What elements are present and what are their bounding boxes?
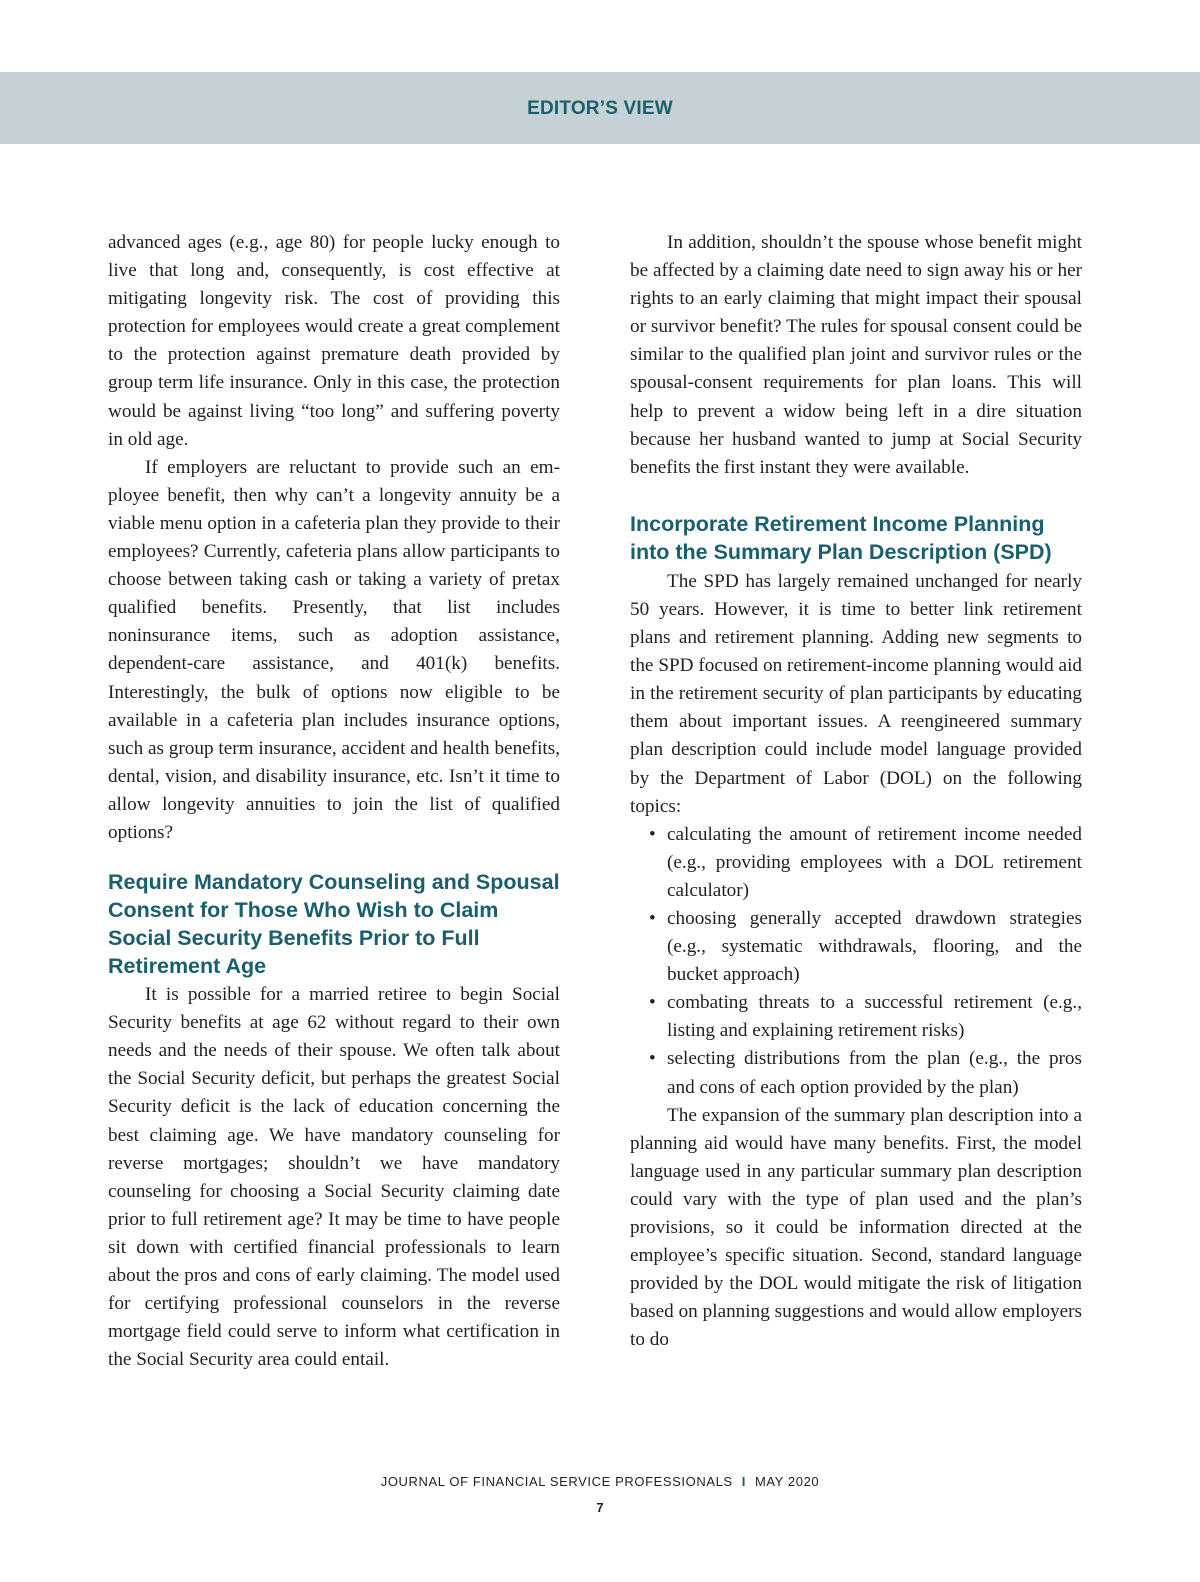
journal-title: JOURNAL OF FINANCIAL SERVICE PROFESSIONALS [380, 1474, 733, 1489]
body-paragraph: It is possible for a married retiree to begin Social Security benefits at age 62 without regard to their own needs and the needs of their spouse. We often talk about the Social Security deficit, but perhaps the greatest Social Security deficit is the lack of education concerning the best claiming age. We have mandatory counseling for reverse mortgages; shouldn’t we have mandatory counseling for choosing a Social Security claiming date prior to full retirement age? It may be time to have people sit down with certified financial professionals to learn about the pros and cons of early claiming. The model used for certifying professional counselors in the reverse mortgage field could serve to inform what certification in the Social Security area could entail. [108, 984, 560, 1371]
body-paragraph: advanced ages (e.g., age 80) for people lucky enough to live that long and, consequently, is cost effective at mitigating longevity risk. The cost of providing this protection for employees would create a great complement to the protection against premature death provided by group term life insurance. Only in this case, the protection would be against living “too long” and suffering poverty in old age. [108, 232, 560, 450]
right-column [630, 229, 1082, 1354]
list-item [630, 989, 1082, 1045]
body-paragraph: The SPD has largely remained unchanged for nearly 50 years. However, it is time to better link retirement plans and retirement planning. Adding new segments to the SPD focused on retirement-income planning would aid in the retirement security of plan participants by educating them about important issues. A reengineered summary plan description could include model language provided by the Department of Labor (DOL) on the following topics: [630, 570, 1082, 817]
list-item-text: choosing generally accepted drawdown strategies (e.g., systematic withdrawals, flooring, and the bucket approach) [667, 907, 1082, 986]
issue-date: MAY 2020 [754, 1474, 820, 1489]
list-item-text: combating threats to a successful retirement (e.g., listing and explaining retirement risks) [667, 992, 1082, 1042]
left-column [108, 229, 560, 1374]
topic-list [630, 821, 1082, 1102]
body-paragraph: If employers are reluctant to provide such an employee benefit, then why can’t a longevity annuity be a viable menu option in a cafeteria plan they provide to their employees? Currently, cafeteria plans allow participants to choose between taking cash or taking a variety of pretax qualified benefits. Presently, that list includes noninsurance items, such as adoption assistance, dependent-care assistance, and 401(k) benefits. Interestingly, the bulk of options now eligible to be available in a cafeteria plan includes insurance options, such as group term insurance, accident and health benefits, dental, vision, and disability insurance, etc. Isn’t it time to allow longevity annuities to join the list of qualified options? [108, 456, 560, 843]
body-paragraph: The expansion of the summary plan description into a planning aid would have many benefits. First, the model language used in any particular summary plan description could vary with the type of plan used and the plan’s provisions, so it could be information directed at the employee’s specific situation. Second, standard language provided by the DOL would mitigate the risk of litigation based on planning suggestions and would allow employers to do [630, 1104, 1082, 1351]
body-paragraph: In addition, shouldn’t the spouse whose benefit might be affected by a claiming date need to sign away his or her rights to an early claiming that might impact their spousal or survivor benefit? The rules for spousal consent could be similar to the qualified plan joint and survivor rules or the spousal-consent requirements for plan loans. This will help to prevent a widow being left in a dire situation because her husband wanted to jump at Social Security benefits the first instant they were available. [630, 232, 1082, 478]
running-footer [0, 1474, 1200, 1489]
list-item [630, 1045, 1082, 1101]
bullet-icon: • [649, 992, 656, 1014]
page-number: 7 [596, 1500, 604, 1515]
bullet-icon: • [649, 1048, 656, 1070]
section-header-band [0, 72, 1200, 144]
list-item-text: calculating the amount of retirement income needed (e.g., providing employees with a DOL retirement calculator) [667, 823, 1082, 901]
section-heading: Incorporate Retirement Income Planning into the Summary Plan Description (SPD) [630, 511, 1052, 564]
list-item-text: selecting distributions from the plan (e.g., the pros and cons of each option provided by the plan) [667, 1048, 1082, 1098]
bullet-icon: • [649, 907, 656, 929]
list-item [630, 905, 1082, 989]
list-item [630, 821, 1082, 905]
footer-separator: I [741, 1474, 746, 1489]
bullet-icon: • [649, 823, 656, 845]
section-heading: Require Mandatory Counseling and Spousal Consent for Those Who Wish to Claim Social Security Benefits Prior to Full Retirement Age [108, 870, 560, 979]
section-label: EDITOR’S VIEW [527, 98, 673, 119]
